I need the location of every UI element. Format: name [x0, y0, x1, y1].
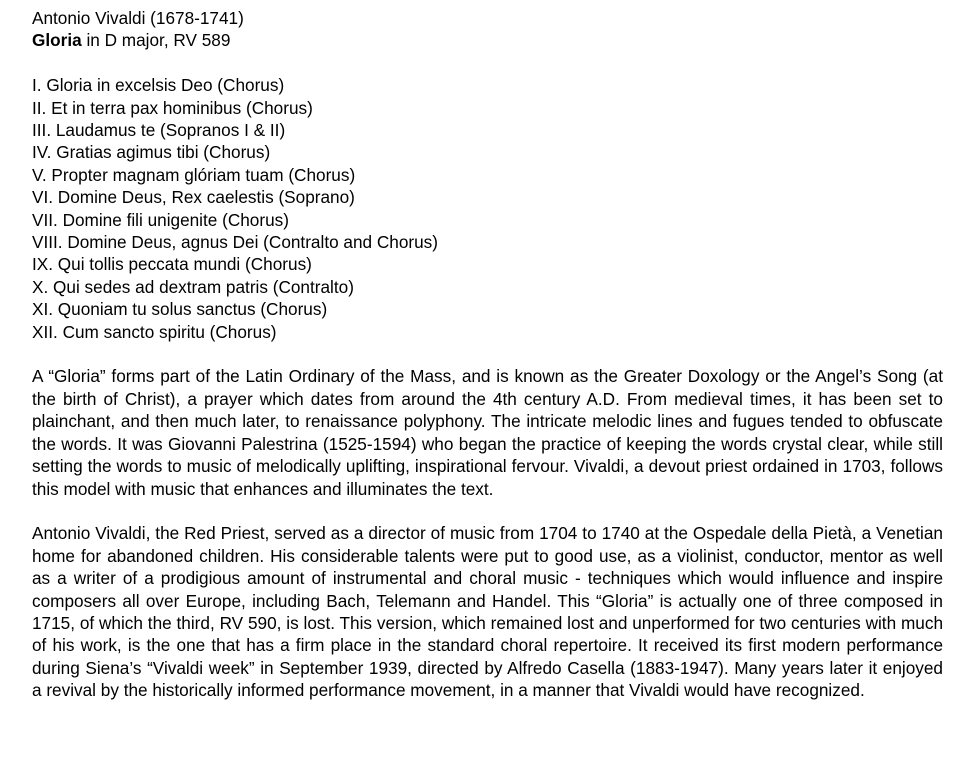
paragraph-gloria-history: A “Gloria” forms part of the Latin Ordinary of the Mass, and is known as the Greater Doxology or the Angel’s Song (at the birth of Christ), a prayer which dates from around the 4th century A.D. From medieval times, it has been set to plainchant, and then much later, to renaissance polyphony. The intricate melodic lines and fugues tended to obfuscate the words. It was Giovanni Palestrina (1525-1594) who began the practice of keeping the words crystal clear, while still setting the words to music of melodically uplifting, inspirational fervour. Vivaldi, a devout priest ordained in 1703, follows this model with music that enhances and illuminates the text.	[32, 366, 943, 499]
paragraph-vivaldi-biography: Antonio Vivaldi, the Red Priest, served as a director of music from 1704 to 1740 at the Ospedale della Pietà, a Venetian home for abandoned children. His considerable talents were put to good use, as a violinist, conductor, mentor as well as a writer of a prodigious amount of instrumental and choral music - techniques which would influence and inspire composers all over Europe, including Bach, Telemann and Handel. This “Gloria” is actually one of three composed in 1715, of which the third, RV 590, is lost. This version, which remained lost and unperformed for two centuries with much of his work, is the one that has a firm place in the standard choral repertoire. It received its first modern performance during Siena’s “Vivaldi week” in September 1939, directed by Alfredo Casella (1883-1947). Many years later it enjoyed a revival by the historically informed performance movement, in a manner that Vivaldi would have recognized.	[32, 523, 943, 701]
composer-line: Antonio Vivaldi (1678-1741)	[32, 8, 244, 28]
spacer	[32, 52, 943, 74]
movement-item: I. Gloria in excelsis Deo (Chorus)	[32, 75, 285, 96]
movement-item: III. Laudamus te (Sopranos I & II)	[32, 120, 286, 141]
movement-item: VIII. Domine Deus, agnus Dei (Contralto and Chorus)	[32, 232, 439, 253]
movement-item: V. Propter magnam glóriam tuam (Chorus)	[32, 164, 356, 185]
movement-item: IV. Gratias agimus tibi (Chorus)	[32, 142, 271, 163]
work-title-bold: Gloria	[32, 30, 82, 51]
document-page	[32, 7, 943, 702]
movement-item: VII. Domine fili unigenite (Chorus)	[32, 209, 289, 230]
movement-item: IX. Qui tollis peccata mundi (Chorus)	[32, 254, 312, 275]
movement-item: XII. Cum sancto spiritu (Chorus)	[32, 321, 277, 342]
work-title-rest: in D major, RV 589	[81, 30, 231, 51]
movement-item: X. Qui sedes ad dextram patris (Contralto)	[32, 276, 354, 297]
movement-item: VI. Domine Deus, Rex caelestis (Soprano)	[32, 187, 355, 208]
work-title	[32, 29, 943, 51]
spacer	[32, 500, 943, 522]
spacer	[32, 343, 943, 365]
movement-item: XI. Quoniam tu solus sanctus (Chorus)	[32, 299, 328, 320]
movement-item: II. Et in terra pax hominibus (Chorus)	[32, 97, 313, 118]
movement-list	[32, 74, 943, 343]
